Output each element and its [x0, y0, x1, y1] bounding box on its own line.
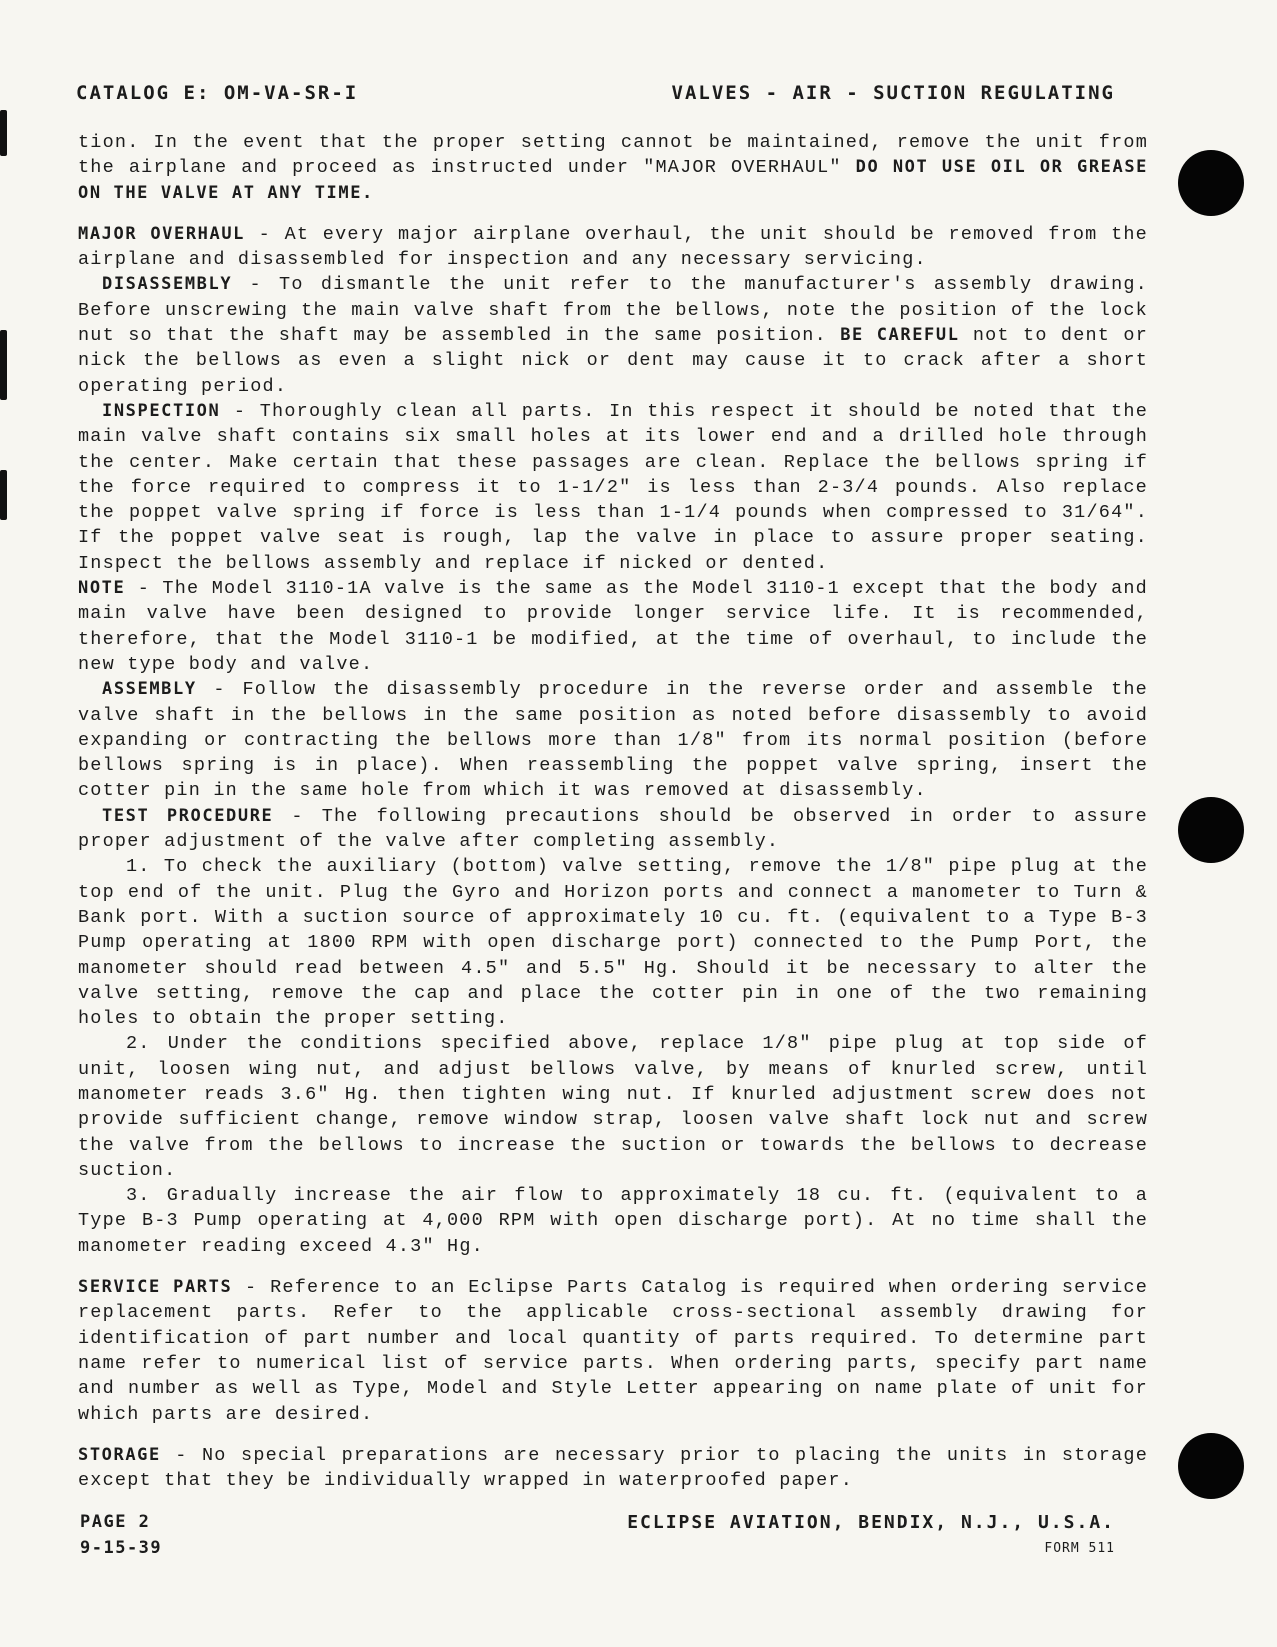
scan-edge-mark — [0, 110, 7, 156]
test-step-2: 2. Under the conditions specified above, replace 1/8" pipe plug at top side of unit, loosen wing nut, and adjust bellows valve, by means of knurled screw, until manometer reads 3.6" Hg. then tighten wing nut. If knurled adjustment screw does not provide sufficient change, remove window strap, loosen valve shaft lock nut and screw the valve from the bellows to increase the suction or towards the bellows to decrease suction. — [78, 1033, 1148, 1181]
document-body — [78, 130, 1148, 1493]
section-header: VALVES - AIR - SUCTION REGULATING — [671, 82, 1115, 104]
test-step-3: 3. Gradually increase the air flow to approximately 18 cu. ft. (equivalent to a Type B-3 Pump operating at 4,000 RPM with open discharge port). At no time shall the manometer reading exceed 4.3" Hg. — [78, 1185, 1148, 1257]
catalog-header: CATALOG E: OM-VA-SR-I — [76, 82, 359, 104]
scan-edge-mark — [0, 330, 7, 400]
note-paragraph: NOTE - The Model 3110-1A valve is the same as the Model 3110-1 except that the body and main valve have been designed to provide longer service life. It is recommended, therefore, that the Model 3110-1 be modified, at the time of overhaul, to include the new type body and valve. — [78, 578, 1148, 675]
service-parts-heading: SERVICE PARTS — [78, 1277, 233, 1298]
company-footer: ECLIPSE AVIATION, BENDIX, N.J., U.S.A. — [627, 1512, 1115, 1533]
page-number: PAGE 2 — [80, 1512, 151, 1532]
disassembly-paragraph: DISASSEMBLY - To dismantle the unit refer to the manufacturer's assembly drawing. Before unscrewing the main valve shaft from the bellows, note the position of the lock nut so that the shaft may be assembled in the same position. BE CAREFUL not to dent or nick the bellows as even a slight nick or dent may cause it to crack after a short operating period. — [78, 274, 1149, 397]
issue-date: 9-15-39 — [80, 1538, 163, 1558]
storage-heading: STORAGE — [78, 1444, 161, 1465]
binder-hole — [1178, 797, 1244, 863]
test-procedure-paragraph: TEST PROCEDURE - The following precautions should be observed in order to assure proper adjustment of the valve after completing assembly. — [78, 805, 1148, 853]
inspection-heading: INSPECTION — [102, 400, 221, 421]
major-overhaul-heading: MAJOR OVERHAUL — [78, 223, 246, 244]
test-step-1: 1. To check the auxiliary (bottom) valve setting, remove the 1/8" pipe plug at the top end of the unit. Plug the Gyro and Horizon ports and connect a manometer to Turn & Bank port. With a suction source of approximately 10 cu. ft. (equivalent to a Type B-3 Pump operating at 1800 RPM with open discharge port) connected to the Pump Port, the manometer should read between 4.5" and 5.5" Hg. Should it be necessary to alter the valve setting, remove the cap and place the cotter pin in one of the two remaining holes to obtain the proper setting. — [78, 856, 1148, 1030]
service-parts-paragraph: SERVICE PARTS - Reference to an Eclipse Parts Catalog is required when ordering service replacement parts. Refer to the applicable cross-sectional assembly drawing for identification of part number and local quantity of parts required. To determine part name refer to numerical list of service parts. When ordering parts, specify part name and number as well as Type, Model and Style Letter appearing on name plate of unit for which parts are desired. — [78, 1277, 1148, 1425]
binder-hole — [1178, 150, 1244, 216]
scan-edge-mark — [0, 470, 7, 520]
inspection-paragraph: INSPECTION - Thoroughly clean all parts. In this respect it should be noted that the main valve shaft contains six small holes at its lower end and a drilled hole through the center. Make certain that these passages are clean. Replace the bellows spring if the force required to compress it to 1-1/2" is less than 2-3/4 pounds. Also replace the poppet valve spring if force is less than 1-1/4 pounds when compressed to 31/64". If the poppet valve seat is rough, lap the valve in place to assure proper seating. Inspect the bellows assembly and replace if nicked or dented. — [78, 400, 1148, 574]
assembly-paragraph: ASSEMBLY - Follow the disassembly procedure in the reverse order and assemble the valve shaft in the bellows in the same position as noted before disassembly to avoid expanding or contracting the bellows more than 1/8" from its normal position (before bellows spring is in place). When reassembling the poppet valve spring, insert the cotter pin in the same hole from which it was removed at disassembly. — [78, 679, 1148, 802]
warning-text: DO NOT USE OIL OR GREASE ON THE VALVE AT ANY TIME. — [78, 157, 1148, 203]
continued-paragraph: tion. In the event that the proper setting cannot be maintained, remove the unit from the airplane and proceed as instructed under "MAJOR OVERHAUL" DO NOT USE OIL OR GREASE ON THE VALVE AT ANY TIME. — [78, 132, 1148, 203]
assembly-heading: ASSEMBLY — [102, 679, 197, 700]
disassembly-heading: DISASSEMBLY — [102, 274, 233, 295]
major-overhaul-paragraph: MAJOR OVERHAUL - At every major airplane overhaul, the unit should be removed from the airplane and disassembled for inspection and any necessary servicing. — [78, 223, 1148, 271]
storage-paragraph: STORAGE - No special preparations are necessary prior to placing the units in storage except that they be individually wrapped in waterproofed paper. — [78, 1444, 1148, 1492]
note-heading: NOTE — [78, 578, 126, 599]
binder-hole — [1178, 1433, 1244, 1499]
form-number: FORM 511 — [1044, 1541, 1115, 1556]
test-procedure-heading: TEST PROCEDURE — [102, 805, 274, 826]
caution-text: BE CAREFUL — [840, 325, 960, 346]
